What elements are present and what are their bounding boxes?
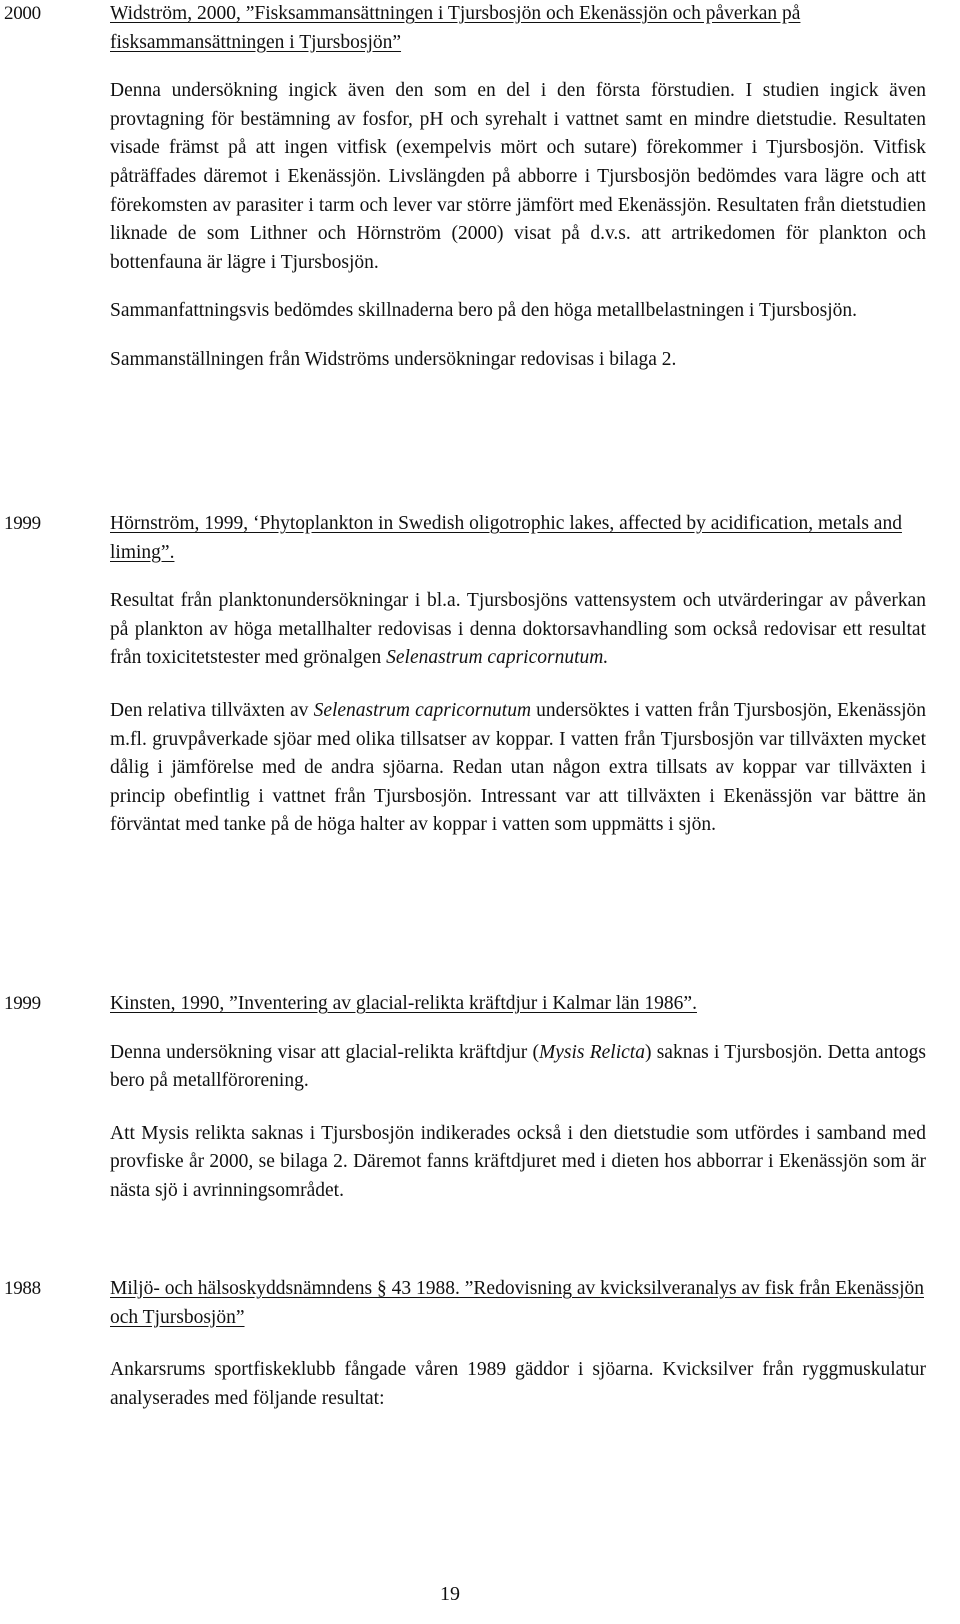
- page-number: 19: [440, 1583, 460, 1605]
- paragraph-text: Denna undersökning visar att glacial-relikta kräftdjur (: [110, 1041, 539, 1063]
- entry-content: [110, 1275, 926, 1413]
- entry-title: Kinsten, 1990, ”Inventering av glacial-relikta kräftdjur i Kalmar län 1986”.: [110, 993, 697, 1014]
- paragraph-text: Den relativa tillväxten av: [110, 699, 309, 721]
- entry-paragraph: Ankarsrums sportfiskeklubb fångade våren 1989 gäddor i sjöarna. Kvicksilver från ryggmuskulatur analyserades med följande resultat:: [110, 1359, 926, 1409]
- paragraph-text: undersöktes i vatten från Tjursbosjön, Ekenässjön m.fl. gruvpåverkade sjöar med olika tillsatser av koppar. I vatten från Tjursbosjön var tillväxten mycket dålig i jämförelse med de andra sjöarna. Redan utan någon extra tillsats av koppar var tillväxten i princip obefintlig i vattnet från Tjursbosjön. Intressant var att tillväxten i Ekenässjön var bättre än förväntat med tanke på de höga halter av koppar i vatten som uppmätts i sjön.: [110, 699, 926, 836]
- entry-paragraph: [110, 587, 926, 673]
- entry-paragraph: [110, 697, 926, 840]
- paragraph-text: Resultat från planktonundersökningar i bl.a. Tjursbosjöns vattensystem och utvärderingar av påverkan på plankton av höga metallhalter redovisas i denna doktorsavhandling som också redovisar ett resultat från toxicitetstester med grönalgen: [110, 590, 926, 669]
- entry-paragraph: [110, 1039, 926, 1096]
- entry-title: Hörnström, 1999, ‘Phytoplankton in Swedish oligotrophic lakes, affected by acidification, metals and liming”.: [110, 513, 902, 563]
- entry-content: [110, 510, 926, 840]
- entry-paragraph: Sammanställningen från Widströms undersökningar redovisas i bilaga 2.: [110, 348, 677, 370]
- species-name: Selenastrum capricornutum.: [386, 647, 609, 669]
- entry-year: 1999: [4, 513, 41, 534]
- entry-content: [110, 0, 926, 375]
- species-name: Mysis Relicta: [538, 1041, 645, 1063]
- entry-paragraph: Att Mysis relikta saknas i Tjursbosjön indikerades också i den dietstudie som utfördes i samband med provfiske år 2000, se bilaga 2. Däremot fanns kräftdjuret med i dieten hos abborrar i Ekenässjön som är nästa sjö i avrinningsområdet.: [110, 1122, 926, 1201]
- entry-year: 1999: [4, 993, 41, 1014]
- entry-paragraph: Denna undersökning ingick även den som en del i den första förstudien. I studien ingick även provtagning för bestämning av fosfor, pH och syrehalt i vattnet samt en mindre dietstudie. Resultaten visade främst på att ingen vitfisk (exempelvis mört och sutare) förekommer i Tjursbosjön. Vitfisk påträffades däremot i Ekenässjön. Livslängden på abborre i Tjursbosjön bedömdes vara lägre och att förekomsten av parasiter i tarm och lever var större jämfört med Ekenässjön. Resultaten från dietstudien liknade de som Lithner och Hörnström (2000) visat på d.v.s. att artrikedomen för plankton och bottenfauna är lägre i Tjursbosjön.: [110, 80, 926, 273]
- paragraph-text: ) saknas i Tjursbosjön. Detta antogs bero på metallförorening.: [110, 1041, 926, 1092]
- entry-title: Widström, 2000, ”Fisksammansättningen i Tjursbosjön och Ekenässjön och påverkan på fisksammansättningen i Tjursbosjön”: [110, 3, 801, 53]
- entry-year: 1988: [4, 1278, 41, 1299]
- entry-content: [110, 990, 926, 1206]
- entry-paragraph: Sammanfattningsvis bedömdes skillnaderna bero på den höga metallbelastningen i Tjursbosjön.: [110, 300, 857, 322]
- entry-title: Miljö- och hälsoskyddsnämndens § 43 1988. ”Redovisning av kvicksilveranalys av fisk från Ekenässjön och Tjursbosjön”: [110, 1278, 924, 1328]
- species-name: Selenastrum capricornutum: [313, 699, 532, 721]
- entry-year: 2000: [4, 3, 41, 24]
